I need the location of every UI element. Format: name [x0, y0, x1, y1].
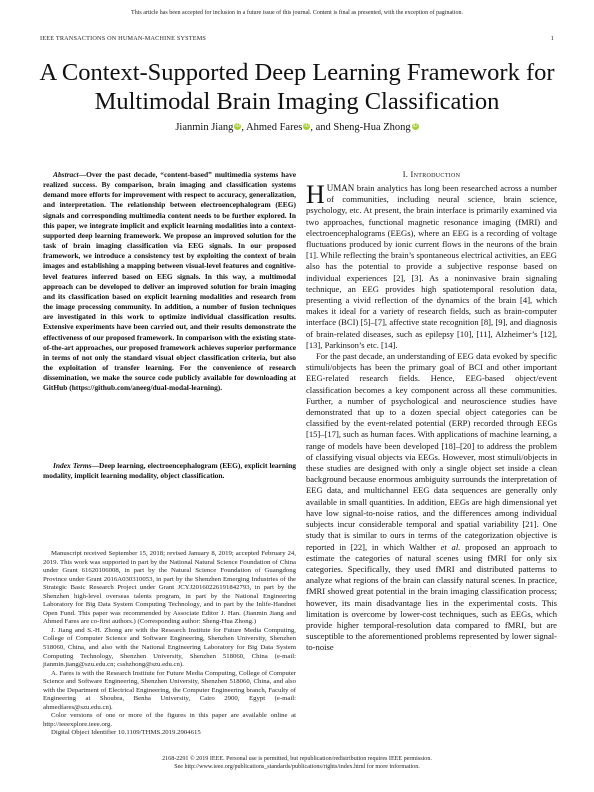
section-title: Introduction — [410, 170, 461, 179]
section-heading-text — [403, 170, 461, 179]
drop-cap: H — [306, 180, 325, 209]
rights-link[interactable]: See http://www.ieee.org/publications_standards/publications/rights/index.html for more information. — [174, 764, 420, 771]
abstract-label: Abstract— — [53, 170, 87, 179]
section-heading — [306, 170, 557, 179]
author-list — [0, 122, 594, 133]
section-number: I. — [402, 170, 411, 179]
index-terms-text: Deep learning, electroencephalogram (EEG), explicit learning modality, implicit learning modality, object classification. — [43, 461, 296, 481]
footnote-doi: Digital Object Identifier 10.1109/THMS.2019.2904615 — [51, 729, 201, 737]
running-header — [40, 35, 554, 42]
index-terms-label: Index Terms— — [53, 461, 100, 470]
index-terms — [43, 461, 296, 481]
footnote-manuscript: Manuscript received September 15, 2018; revised January 8, 2019; accepted February 24, 2019. This work was supported in part by the National Natural Science Foundation of China under Grant 61620106008, in part by the Natural Science Foundation of Guangdong Province under Grant 2016A030310053, in part by the Shenzhen Emerging Industries of the Strategic Basic Research Project under Grant JCYJ20160226191842793, in part by the Shenzhen high-level overseas talents program, in part by the National Engineering Laboratory for Big Data System Computing Technology, and in part by the Inlife-Handnet Open Fund. This paper was recommended by Associate Editor J. Han. (Jianmin Jiang and Ahmed Fares are co-first authors.) (Corresponding author: Sheng-Hua Zhong.) — [43, 550, 296, 626]
copyright-notice — [0, 755, 594, 771]
orcid-icon[interactable]: iD — [304, 123, 310, 129]
orcid-icon[interactable]: iD — [235, 123, 241, 129]
orcid-icon[interactable]: iD — [412, 123, 418, 129]
abstract-text: Over the past decade, “content-based” multimedia systems have realized success. By comparison, brain imaging and classification systems demand more efforts for improvement with respect to accuracy, generalization, and interpretation. The relationship between electroencephalogram (EEG) signals and corresponding multimedia content needs to be further explored. In this paper, we integrate implicit and explicit learning modalities into a context-supported deep learning framework. We propose an improved solution for the task of brain imaging classification via EEG signals. In our proposed framework, we introduce a consistency test by exploiting the context of brain images and establishing a mapping between visual-level features and cognitive-level features inferred based on EEG signals. In this way, a multimodal approach can be developed to deliver an improved solution for brain imaging and its classification based on explicit learning modalities and research from the image processing community. In addition, a number of fusion techniques are investigated in this work to optimize individual classification results. Extensive experiments have been carried out, and their results demonstrate the effectiveness of our proposed framework. In comparison with the existing state-of-the-art approaches, our proposed framework achieves superior performance in terms of not only the standard visual object classification criteria, but also the exploitation of transfer learning. For the convenience of research dissemination, we make the source code publicly available for downloading at GitHub (https://github.com/aneeg/dual-modal-learning). — [43, 170, 296, 393]
paragraph-text: brain analytics has long been researched across a number of communities, including neural science, brain science, psychology, etc. At present, the brain interface is primarily examined via two approaches, functional magnetic resonance imaging (fMRI) and electroencephalograms (EEGs), where an EEG is a recording of voltage fluctuations produced by ionic current flows in the neurons of the brain [1]. While reflecting the brain’s spontaneous electrical activities, an EEG also has the potential to provide a subjective response based on individual experiences [2], [3]. As a noninvasive brain signaling technique, an EEG provides high spatiotemporal resolution data, presenting a vivid reflection of the dynamics of the brain [4], which makes it ideal for a variety of research fields, such as brain-computer interface (BCI) [5]–[7], affective state recognition [8], [9], and diagnosis of brain-related diseases, such as epilepsy [10], [11], Alzheimer’s [12], [13], Parkinson’s etc. [14]. — [306, 183, 557, 350]
author-name: , Ahmed Fares — [241, 122, 303, 133]
page-number: 1 — [550, 35, 554, 42]
journal-name: IEEE TRANSACTIONS ON HUMAN-MACHINE SYSTEMS — [40, 35, 207, 42]
abstract — [43, 170, 296, 393]
paragraph-text: For the past decade, an understanding of EEG data evoked by specific stimuli/objects has been the primary goal of BCI and other important EEG-related research fields. Hence, EEG-based object/event classification becomes a key component across all these communities. Further, a number of psychological and neuroscience studies have demonstrated that up to a dozen special object categories can be classified by the event-related potential (ERP) recorded through EEGs [15]–[17], such as human faces. With applications of machine learning, a range of models have been developed [18]–[20] to address the problem of classifying visual objects via EEGs. However, most stimuli/objects in these studies are designed with only a single object set inside a clean background because enormous ambiguity surrounds the interpretation of EEG data, and multichannel EEG data sequences are generally only available in small quantities. In addition, EEGs are high dimensional yet have low signal-to-noise ratios, and the differences among individual subjects incur considerable temporal and spatial variability [21]. One study that is similar to ours in terms of the categorization objective is reported in [22], in which Walther — [306, 351, 557, 552]
paragraph-text: proposed an approach to estimate the categories of natural scenes using fMRI for only six categories. Specifically, they used fMRI and distributed patterns to analyze what regions of the brain can classify natural scenes. In practice, fMRI showed great potential in the brain imaging classification process; however, its main disadvantage lies in the experimental costs. This limitation is overcome by lower-cost techniques, such as EEGs, which provide higher temporal-resolution data compared to fMRI, but are susceptible to the aforementioned problems represented by lower signal-to-noise — [306, 541, 557, 653]
introduction-body — [306, 180, 557, 654]
intro-paragraph — [306, 180, 557, 351]
footnote-affiliation: J. Jiang and S.-H. Zhong are with the Research Institute for Future Media Computing, College of Computer Science and Software Engineering, Shenzhen University, Shenzhen 518060, China, and also with the National Engineering Laboratory for Big Data System Computing Technology, Shenzhen University, Shenzhen 518060, China (e-mail: jianmin.jiang@szu.edu.cn; csshzhong@szu.edu.cn). — [43, 626, 296, 669]
footnote-affiliation: A. Fares is with the Research Institute for Future Media Computing, College of Computer Science and Software Engineering, Shenzhen University, Shenzhen 518060, China, and also with the Department of Electrical Engineering, the Computer Engineering branch, Faculty of Engineering at Shoubra, Benha University, Cairo 2900, Egypt (e-mail: ahmedfares@szu.edu.cn). — [43, 669, 296, 711]
author-name: Jianmin Jiang — [175, 122, 234, 133]
acceptance-notice: This article has been accepted for inclusion in a future issue of this journal. Content is final as presented, with the exception of pagination. — [131, 10, 463, 16]
footnote-color: Color versions of one or more of the figures in this paper are available online at http://ieeexplore.ieee.org. — [43, 712, 296, 728]
author-name: , and Sheng-Hua Zhong — [310, 122, 411, 133]
paper-title: A Context-Supported Deep Learning Framework for Multimodal Brain Imaging Classification — [39, 59, 555, 115]
copyright-line: 2168-2291 © 2019 IEEE. Personal use is permitted, but republication/redistribution requires IEEE permission. — [162, 756, 432, 762]
lead-word: UMAN — [326, 183, 355, 193]
intro-paragraph — [306, 351, 557, 653]
et-al: et al. — [440, 541, 461, 552]
footnotes — [43, 550, 296, 738]
